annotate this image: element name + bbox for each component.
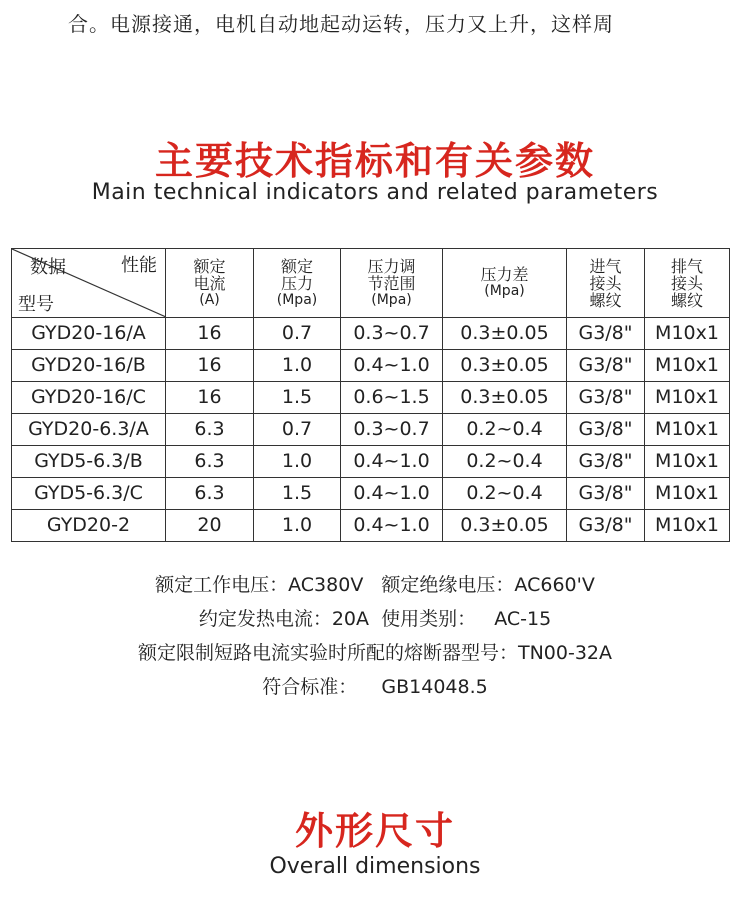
cell-diff: 0.2~0.4	[443, 446, 567, 478]
header-rated-current: 额定 电流 (A)	[166, 249, 254, 318]
cell-pressure: 0.7	[254, 318, 341, 350]
cell-range: 0.4~1.0	[341, 478, 443, 510]
corner-label-data: 数据	[30, 257, 66, 278]
cell-outlet: M10x1	[645, 510, 730, 542]
cell-model: GYD20-6.3/A	[12, 414, 166, 446]
cell-pressure: 1.0	[254, 446, 341, 478]
table-row	[12, 510, 730, 542]
cell-pressure: 1.0	[254, 510, 341, 542]
cell-range: 0.3~0.7	[341, 414, 443, 446]
table-row	[12, 350, 730, 382]
cell-outlet: M10x1	[645, 350, 730, 382]
table-header-row	[12, 249, 730, 318]
cell-model: GYD20-16/B	[12, 350, 166, 382]
cell-current: 16	[166, 350, 254, 382]
spec-line-fuse: 额定限制短路电流实验时所配的熔断器型号：TN00-32A	[137, 642, 613, 664]
table-row	[12, 414, 730, 446]
cell-inlet: G3/8"	[567, 446, 645, 478]
cell-inlet: G3/8"	[567, 414, 645, 446]
parameters-table	[11, 248, 730, 542]
cell-current: 6.3	[166, 414, 254, 446]
cell-current: 20	[166, 510, 254, 542]
cell-inlet: G3/8"	[567, 350, 645, 382]
cell-diff: 0.3±0.05	[443, 318, 567, 350]
table-row	[12, 318, 730, 350]
corner-label-performance: 性能	[121, 255, 157, 276]
dimensions-title-cn: 外形尺寸	[294, 809, 455, 853]
cell-diff: 0.3±0.05	[443, 510, 567, 542]
cell-model: GYD20-2	[12, 510, 166, 542]
cell-outlet: M10x1	[645, 414, 730, 446]
spec-lines	[0, 568, 750, 704]
cell-outlet: M10x1	[645, 318, 730, 350]
cell-pressure: 0.7	[254, 414, 341, 446]
cell-pressure: 1.5	[254, 382, 341, 414]
section-title-cn: 主要技术指标和有关参数	[154, 139, 595, 183]
cell-range: 0.6~1.5	[341, 382, 443, 414]
dimensions-title-en: Overall dimensions	[269, 854, 481, 879]
cell-inlet: G3/8"	[567, 478, 645, 510]
cell-pressure: 1.0	[254, 350, 341, 382]
cell-outlet: M10x1	[645, 382, 730, 414]
section-title-en: Main technical indicators and related parameters	[91, 180, 659, 205]
cell-current: 16	[166, 318, 254, 350]
cell-range: 0.4~1.0	[341, 510, 443, 542]
cell-model: GYD20-16/C	[12, 382, 166, 414]
cell-model: GYD5-6.3/C	[12, 478, 166, 510]
corner-label-model: 型号	[18, 294, 54, 315]
header-pressure-diff: 压力差 (Mpa)	[443, 249, 567, 318]
cell-range: 0.4~1.0	[341, 446, 443, 478]
cell-outlet: M10x1	[645, 478, 730, 510]
header-pressure-range: 压力调 节范围 (Mpa)	[341, 249, 443, 318]
spec-line-standard: 符合标准： GB14048.5	[262, 676, 488, 698]
cell-inlet: G3/8"	[567, 318, 645, 350]
cell-current: 6.3	[166, 446, 254, 478]
table-row	[12, 446, 730, 478]
intro-text: 合。电源接通，电机自动地起动运转，压力又上升，这样周	[68, 12, 614, 36]
header-inlet-thread: 进气 接头 螺纹	[567, 249, 645, 318]
cell-diff: 0.3±0.05	[443, 350, 567, 382]
spec-line-voltage: 额定工作电压：AC380V 额定绝缘电压：AC660'V	[155, 574, 595, 596]
header-rated-pressure: 额定 压力 (Mpa)	[254, 249, 341, 318]
header-outlet-thread: 排气 接头 螺纹	[645, 249, 730, 318]
spec-line-current: 约定发热电流：20A 使用类别： AC-15	[198, 608, 552, 630]
corner-header-cell	[12, 249, 166, 318]
cell-current: 16	[166, 382, 254, 414]
cell-diff: 0.2~0.4	[443, 478, 567, 510]
cell-range: 0.4~1.0	[341, 350, 443, 382]
cell-pressure: 1.5	[254, 478, 341, 510]
cell-inlet: G3/8"	[567, 510, 645, 542]
table-row	[12, 478, 730, 510]
cell-model: GYD20-16/A	[12, 318, 166, 350]
cell-inlet: G3/8"	[567, 382, 645, 414]
cell-model: GYD5-6.3/B	[12, 446, 166, 478]
cell-outlet: M10x1	[645, 446, 730, 478]
cell-diff: 0.3±0.05	[443, 382, 567, 414]
cell-current: 6.3	[166, 478, 254, 510]
cell-diff: 0.2~0.4	[443, 414, 567, 446]
table-row	[12, 382, 730, 414]
cell-range: 0.3~0.7	[341, 318, 443, 350]
